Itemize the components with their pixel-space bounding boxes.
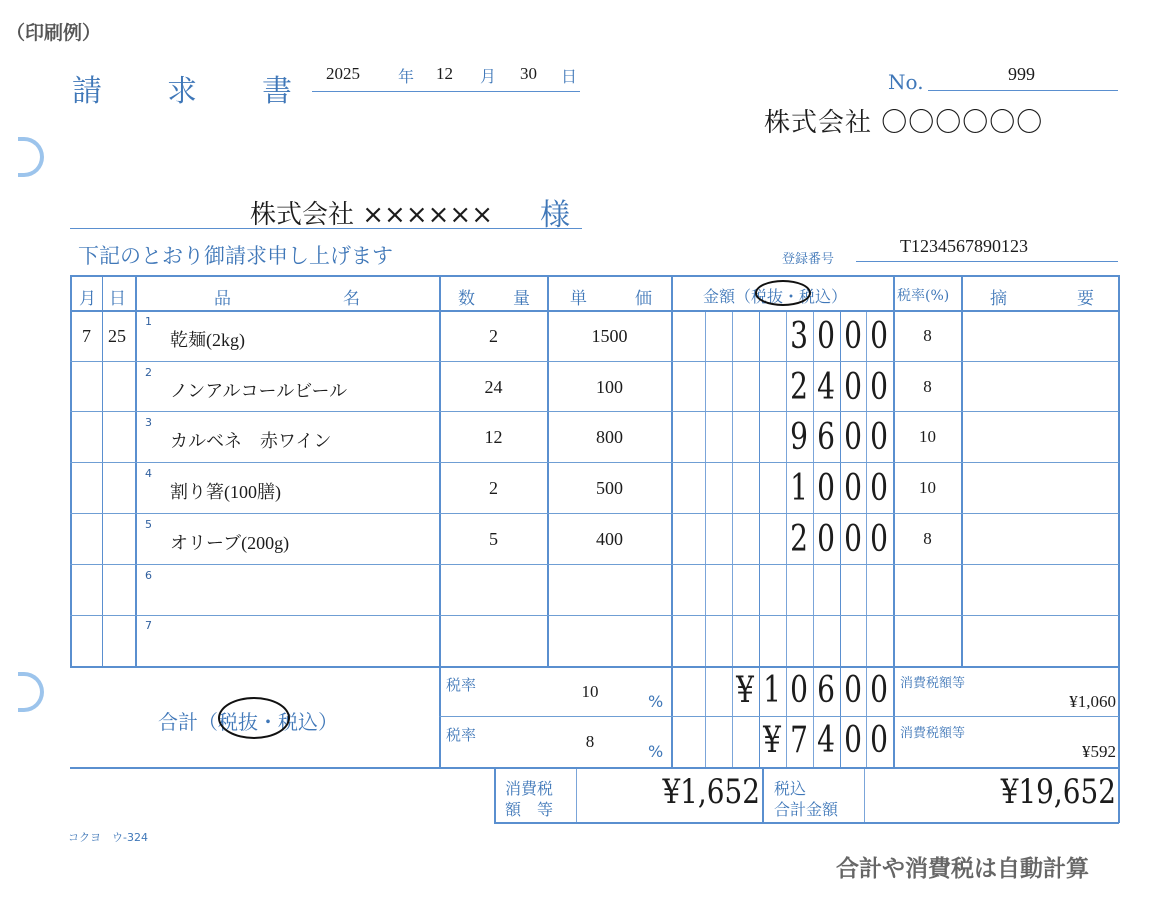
row-day: 25 [108, 326, 126, 346]
col-header-item-1: 品 [214, 289, 231, 309]
invoice-title [72, 66, 292, 110]
totals-amount-digit: 1 [763, 670, 781, 711]
title-char-1: 請 [72, 74, 102, 109]
date-month: 12 [436, 64, 453, 83]
totals-amount-digit: 0 [870, 670, 888, 711]
row-price: 400 [596, 528, 623, 549]
totals-tax-value: ¥1,060 [1069, 692, 1116, 711]
totals-tax-label: 消費税額等 [900, 676, 966, 691]
col-header-memo [990, 284, 1094, 309]
registration-label: 登録番号 [782, 252, 835, 267]
row-amount-digit: 0 [870, 366, 888, 408]
col-header-price-2: 価 [635, 289, 652, 309]
totals-rate-label: 税率 [446, 726, 477, 744]
row-price: 800 [596, 427, 623, 448]
row-price: 1500 [591, 326, 628, 346]
title-char-3: 書 [262, 74, 292, 109]
col-header-qty-2: 量 [513, 289, 530, 309]
row-number: 3 [145, 416, 152, 430]
row-amount-digit: 0 [844, 316, 862, 357]
totals-amount-digit: 0 [790, 670, 808, 711]
row-item: 乾麺(2kg) [170, 330, 245, 350]
date-month-unit: 月 [480, 67, 497, 86]
col-header-rate: 税率(%) [897, 288, 950, 304]
row-amount-digit: 2 [790, 518, 808, 560]
consumption-tax-label-1: 消費税 [505, 779, 554, 798]
col-header-item-2: 名 [343, 289, 360, 309]
grand-total-label-2: 合計金額 [774, 800, 839, 819]
row-amount-digit: 0 [844, 366, 862, 408]
binding-hole-bottom [18, 672, 44, 712]
row-amount-digit: 0 [870, 468, 888, 510]
row-rate: 8 [923, 528, 932, 548]
auto-calc-note: 合計や消費税は自動計算 [836, 856, 1089, 882]
totals-amount-digit: 7 [790, 720, 808, 761]
row-number: 5 [145, 517, 152, 531]
row-amount-digit: 0 [844, 417, 862, 459]
totals-label-part-3: ・税込） [258, 710, 338, 734]
totals-tax-excluded-circle-mark [218, 697, 290, 739]
totals-tax-value: ¥592 [1082, 742, 1116, 761]
row-number: 1 [145, 315, 152, 328]
row-rate: 10 [919, 427, 936, 447]
totals-label-excl: 税抜 [218, 710, 258, 734]
totals-rate-value: 10 [581, 682, 599, 701]
totals-amount-digit: ¥ [763, 720, 781, 761]
row-amount-digit: 2 [790, 366, 808, 408]
col-header-day: 日 [109, 289, 126, 309]
invoice-message: 下記のとおり御請求申し上げます [78, 244, 393, 268]
col-header-amount-part-1: 金額（ [703, 287, 752, 306]
date-underline [312, 91, 580, 92]
row-price: 100 [596, 376, 623, 397]
col-header-amount-part-3: ・税込） [783, 287, 848, 306]
row-number: 6 [145, 568, 152, 582]
col-header-qty [458, 284, 530, 309]
row-rate: 8 [923, 326, 932, 345]
col-header-qty-1: 数 [458, 289, 475, 309]
row-number: 7 [145, 619, 152, 633]
consumption-tax-value: ¥1,652 [662, 772, 760, 812]
totals-rate-label: 税率 [446, 676, 477, 694]
totals-tax-label: 消費税額等 [900, 726, 966, 741]
date-day-unit: 日 [561, 67, 578, 86]
binding-hole-top [18, 137, 44, 177]
invoice-no-underline [928, 90, 1118, 91]
caption-print-example: （印刷例） [6, 22, 102, 44]
tax-excluded-circle-mark [755, 280, 811, 306]
col-header-month: 月 [79, 289, 96, 309]
row-qty: 5 [489, 528, 498, 549]
consumption-tax-label-2: 額 等 [505, 800, 554, 819]
recipient-underline [70, 228, 582, 229]
col-header-price [570, 284, 652, 309]
date-year-unit: 年 [398, 67, 415, 86]
totals-rate-value: 8 [585, 732, 595, 751]
invoice-no-label: No. [888, 70, 924, 94]
row-amount-digit: 6 [817, 417, 835, 459]
totals-pct: % [648, 692, 664, 711]
date-day: 30 [520, 64, 537, 83]
col-header-price-1: 単 [570, 289, 587, 309]
row-amount-digit: 0 [817, 518, 835, 560]
col-header-memo-1: 摘 [990, 289, 1007, 309]
row-amount-digit: 0 [870, 417, 888, 459]
totals-amount-digit: ¥ [736, 670, 754, 711]
totals-amount-digit: 0 [844, 720, 862, 761]
totals-amount-digit: 4 [817, 720, 835, 761]
row-qty: 2 [489, 326, 498, 346]
row-rate: 8 [923, 376, 932, 396]
title-char-2: 求 [167, 74, 197, 109]
row-qty: 12 [484, 427, 503, 448]
row-amount-digit: 0 [870, 316, 888, 357]
row-amount-digit: 0 [844, 518, 862, 560]
row-item: 割り箸(100膳) [170, 482, 281, 503]
totals-amount-digit: 6 [817, 670, 835, 711]
col-header-amount-excl: 税抜 [751, 287, 784, 306]
row-amount-digit: 0 [817, 468, 835, 510]
row-price: 500 [596, 478, 623, 499]
row-amount-digit: 0 [844, 468, 862, 510]
row-rate: 10 [919, 478, 936, 498]
date-year: 2025 [326, 64, 360, 83]
recipient-name: 株式会社 ×××××× [250, 200, 493, 230]
issuer-name: 株式会社 〇〇〇〇〇〇 [764, 108, 1044, 138]
totals-label-part-1: 合計（ [158, 710, 218, 734]
issue-date [312, 64, 580, 92]
row-number: 4 [145, 467, 152, 481]
totals-pct: % [648, 742, 664, 761]
product-code: コクヨ ウ-324 [68, 831, 148, 844]
registration-underline [856, 261, 1118, 262]
col-header-memo-2: 要 [1077, 289, 1094, 309]
row-month: 7 [82, 326, 91, 346]
row-amount-digit: 3 [790, 316, 808, 357]
registration-number: T1234567890123 [900, 236, 1028, 256]
recipient-honorific: 様 [540, 198, 570, 233]
row-amount-digit: 0 [817, 316, 835, 357]
row-qty: 2 [489, 478, 498, 499]
grand-total-value: ¥19,652 [1000, 772, 1116, 812]
row-amount-digit: 9 [790, 417, 808, 459]
row-amount-digit: 1 [790, 468, 808, 510]
row-item: カルベネ 赤ワイン [170, 431, 332, 452]
invoice-no-value: 999 [1008, 64, 1035, 84]
totals-amount-digit: 0 [844, 670, 862, 711]
col-header-item [214, 284, 360, 309]
row-item: オリーブ(200g) [170, 532, 290, 553]
totals-amount-digit: 0 [870, 720, 888, 761]
grand-total-label-1: 税込 [774, 779, 807, 798]
row-amount-digit: 4 [817, 366, 835, 408]
row-qty: 24 [484, 376, 503, 397]
row-number: 2 [145, 365, 152, 379]
row-item: ノンアルコールビール [170, 380, 348, 401]
row-amount-digit: 0 [870, 518, 888, 560]
